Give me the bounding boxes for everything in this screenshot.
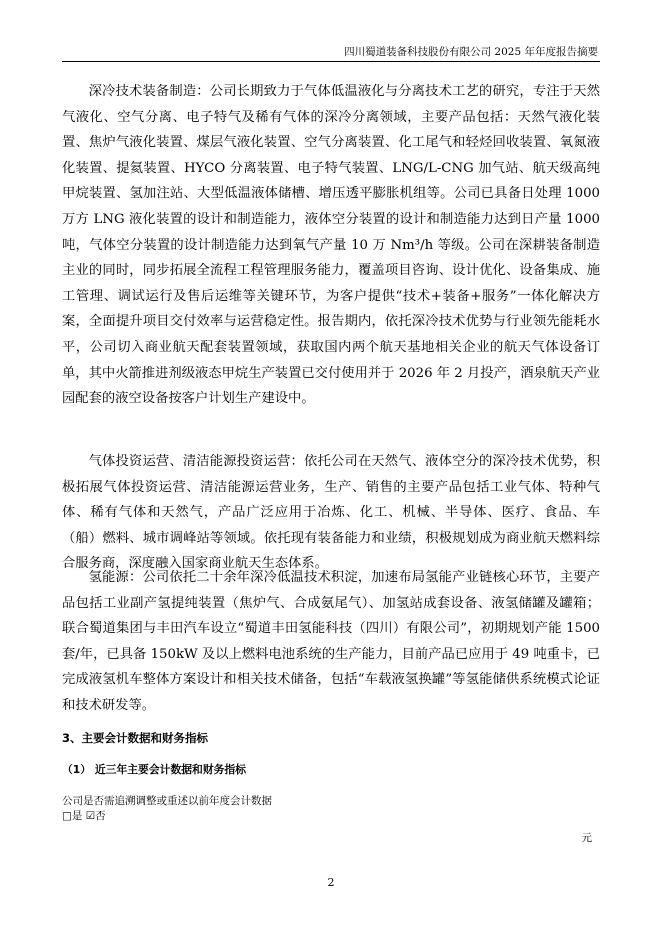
- section-title: 3、主要会计数据和财务指标: [62, 731, 209, 745]
- paragraph-gas-investment: 气体投资运营、清洁能源投资运营：依托公司在天然气、液体空分的深冷技术优势，积极拓展气体投资运营、清洁能源运营业务，生产、销售的主要产品包括工业气体、特种气体、稀有气体和天然气，产品广泛应用于冶炼、化工、机械、半导体、医疗、食品、车（船）燃料、城市调峰站等领域。依托现有装备能力和业绩，积极规划成为商业航天燃料综合服务商，深度融入国家商业航天生态体系。: [62, 454, 600, 572]
- page-header: 四川蜀道装备科技股份有限公司 2025 年年度报告摘要: [344, 46, 598, 58]
- page-number: 2: [327, 876, 335, 889]
- restatement-options: □是 ☑否: [62, 810, 106, 822]
- subsection-title: （1） 近三年主要会计数据和财务指标: [62, 763, 247, 776]
- header-divider: [62, 61, 600, 62]
- currency-unit: 元: [581, 832, 592, 844]
- paragraph-cryogenic-equipment: 深冷技术装备制造：公司长期致力于气体低温液化与分离技术工艺的研究，专注于天然气液化、空气分离、电子特气及稀有气体的深冷分离领域，主要产品包括：天然气液化装置、焦炉气液化装置、煤层气液化装置、空气分离装置、化工尾气和轻烃回收装置、氧氮液化装置、提氦装置、HYCO 分离装置、电子特气装置、LNG/L-CNG 加气站、航天级高纯甲烷装置、氢加注站、大型低温液体储槽、增压透平膨胀机组等。公司已具备日处理 1000 万方 LNG 液化装置的设计和制造能力，液体空分装置的设计和制造能力达到日产量 1000 吨，气体空分装置的设计制造能力达到氧气产量 10 万 Nm³/h 等级。公司在深耕装备制造主业的同时，同步拓展全流程工程管理服务能力，覆盖项目咨询、设计优化、设备集成、施工管理、调试运行及售后运维等关键环节，为客户提供“技术+装备+服务”一体化解决方案，全面提升项目交付效率与运营稳定性。报告期内，依托深冷技术优势与行业领先能耗水平，公司切入商业航天配套装置领域，获取国内两个航天基地相关企业的航天气体设备订单，其中火箭推进剂级液态甲烷生产装置已交付使用并于 2026 年 2 月投产，酒泉航天产业园配套的液空设备按客户计划生产建设中。: [62, 84, 600, 407]
- paragraph-hydrogen-energy: 氢能源：公司依托二十余年深冷低温技术积淀，加速布局氢能产业链核心环节，主要产品包括工业副产氢提纯装置（焦炉气、合成氨尾气）、加氢站成套设备、液氢储罐及罐箱；联合蜀道集团与丰田汽车设立“蜀道丰田氢能科技（四川）有限公司”，初期规划产能 1500 套/年，已具备 150kW 及以上燃料电池系统的生产能力，目前产品已应用于 49 吨重卡，已完成液氢机车整体方案设计和相关技术储备，包括“车载液氢换罐”等氢能储供系统模式论证和技术研发等。: [62, 570, 600, 713]
- restatement-question: 公司是否需追溯调整或重述以前年度会计数据: [62, 795, 272, 807]
